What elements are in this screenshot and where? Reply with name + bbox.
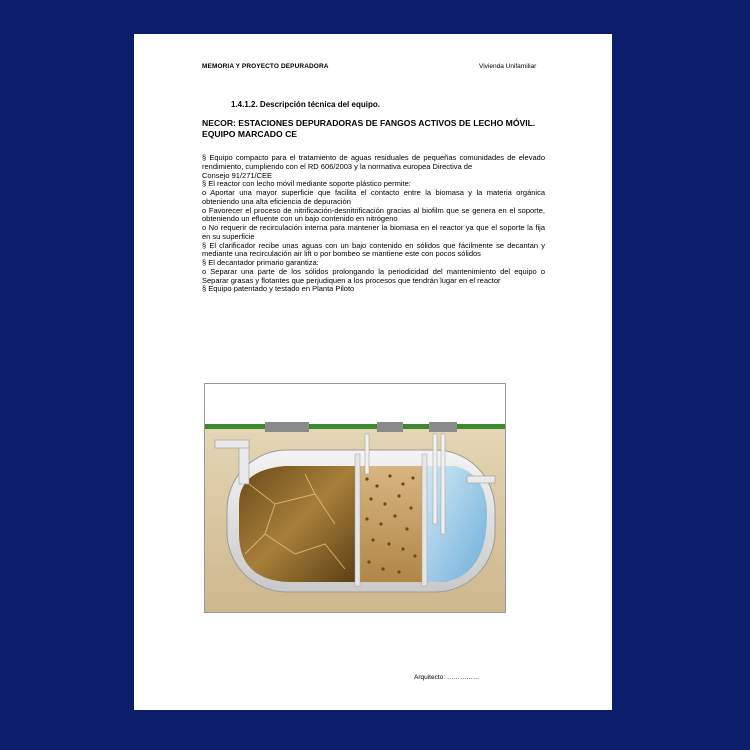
header-right: Vivienda Unifamiliar (479, 63, 537, 70)
document-page (134, 34, 612, 710)
paragraph: o No requerir de recirculación interna para mantener la biomasa en el reactor ya que el soporte la fija en su superficie (202, 223, 545, 241)
paragraph: o Aportar una mayor superficie que facilita el contacto entre la biomasa y la materia orgánica obteniendo una alta eficiencia de depuración (202, 188, 545, 206)
architect-signature-line: Arquitecto: …………… (414, 674, 480, 681)
paragraph: § El decantador primario garantiza: (202, 258, 319, 267)
header-left: MEMORIA Y PROYECTO DEPURADORA (202, 63, 329, 70)
paragraph: § Equipo compacto para el tratamiento de aguas residuales de pequeñas comunidades de elevado rendimiento, cumpliendo con el RD 606/2003 y la normativa europea Directiva de (202, 153, 545, 171)
section-heading: 1.4.1.2. Descripción técnica del equipo. (231, 100, 380, 109)
paragraph: o Favorecer el proceso de nitrificación-desnitrificación gracias al biofilm que se genera en el soporte, obteniendo un efluente con un bajo contenido en nitrógeno (202, 205, 545, 224)
document-title: NECOR: ESTACIONES DEPURADORAS DE FANGOS ACTIVOS DE LECHO MÓVIL. EQUIPO MARCADO CE (202, 118, 536, 139)
paragraph: § El reactor con lecho móvil mediante soporte plástico permite: (202, 179, 411, 189)
paragraph: o Separar una parte de los sólidos prolongando la periodicidad del mantenimiento del equipo o Separar grasas y flotantes que perjudiquen a los procesos que tendrán lugar en el reactor (202, 266, 545, 285)
tank-cross-section-diagram (205, 384, 505, 612)
paragraph: Consejo 91/271/CEE (202, 170, 273, 180)
paragraph: § El clarificador recibe unas aguas con un bajo contenido en sólidos que fácilmente se decantan y mediante una recirculación air lift o por bombeo se mantiene este con pocos sólidos (202, 240, 545, 259)
paragraph: § Equipo patentado y testado en Planta Piloto (202, 284, 355, 294)
treatment-plant-illustration (204, 383, 506, 613)
body-text (202, 154, 545, 294)
